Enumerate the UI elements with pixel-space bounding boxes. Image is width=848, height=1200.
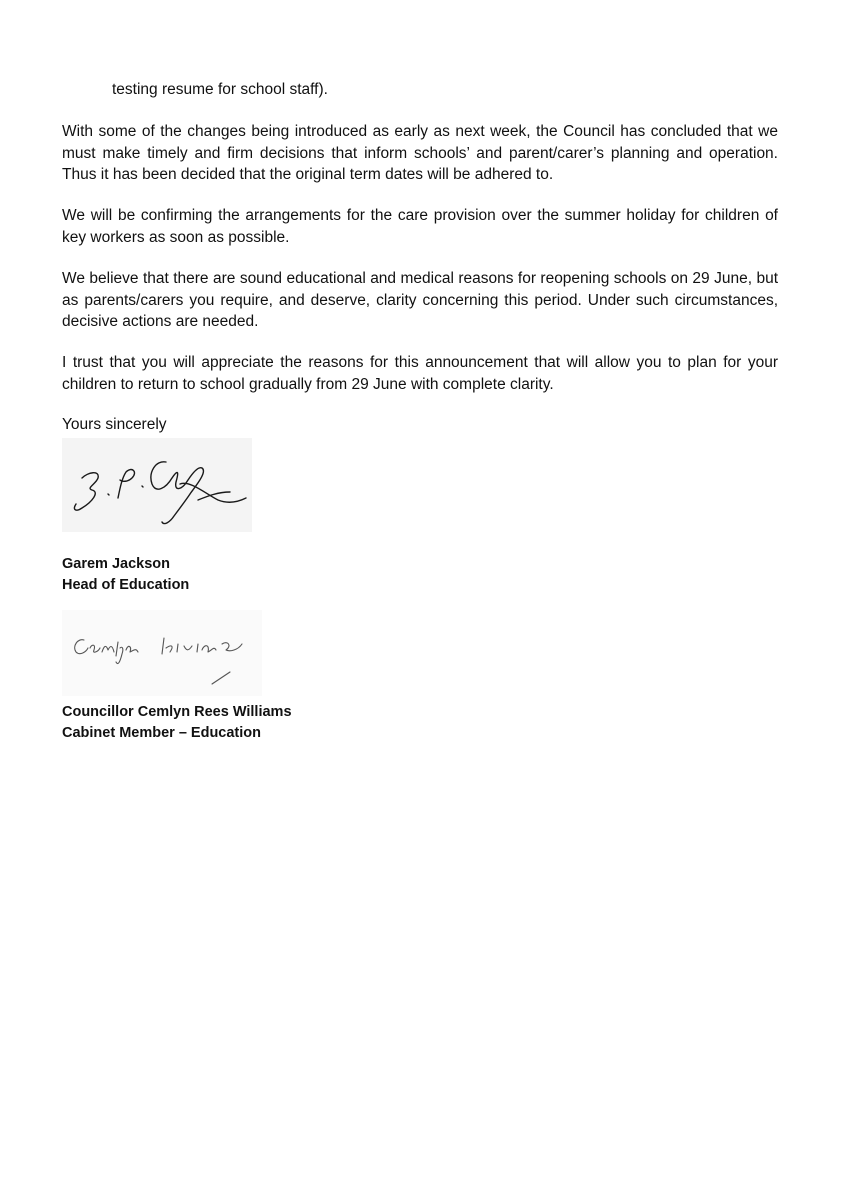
continuation-line: testing resume for school staff). xyxy=(112,81,328,98)
signatory-role: Head of Education xyxy=(62,576,190,593)
paragraph-term-dates: With some of the changes being introduced as early as next week, the Council has concluded that we must make timely and firm decisions that inform schools’ and parent/carer’s planning and operation. Thus it has been decided that the original term dates will be adhered to. xyxy=(62,123,778,183)
handwritten-signature-graphic xyxy=(62,438,252,532)
signatory-role: Cabinet Member – Education xyxy=(62,724,262,741)
signatory-name: Garem Jackson xyxy=(62,556,171,572)
paragraph-care-provision: We will be confirming the arrangements for the care provision over the summer holiday for children of key workers as soon as possible. xyxy=(62,207,778,246)
paragraph-announcement: I trust that you will appreciate the reasons for this announcement that will allow you to plan for your children to return to school gradually from 29 June with complete clarity. xyxy=(62,354,778,393)
paragraph-reopening-reasons: We believe that there are sound educational and medical reasons for reopening schools on 29 June, but as parents/carers you require, and deserve, clarity concerning this period. Under such circumstances, decisive actions are needed. xyxy=(62,270,778,330)
signature-garem-jackson xyxy=(62,438,252,532)
signature-cemlyn-rees-williams xyxy=(62,610,262,696)
signatory-block-2 xyxy=(62,702,778,743)
closing-salutation: Yours sincerely xyxy=(62,416,167,433)
signatory-name: Councillor Cemlyn Rees Williams xyxy=(62,704,292,720)
handwritten-signature-graphic xyxy=(62,610,262,696)
signatory-block-1 xyxy=(62,554,778,595)
